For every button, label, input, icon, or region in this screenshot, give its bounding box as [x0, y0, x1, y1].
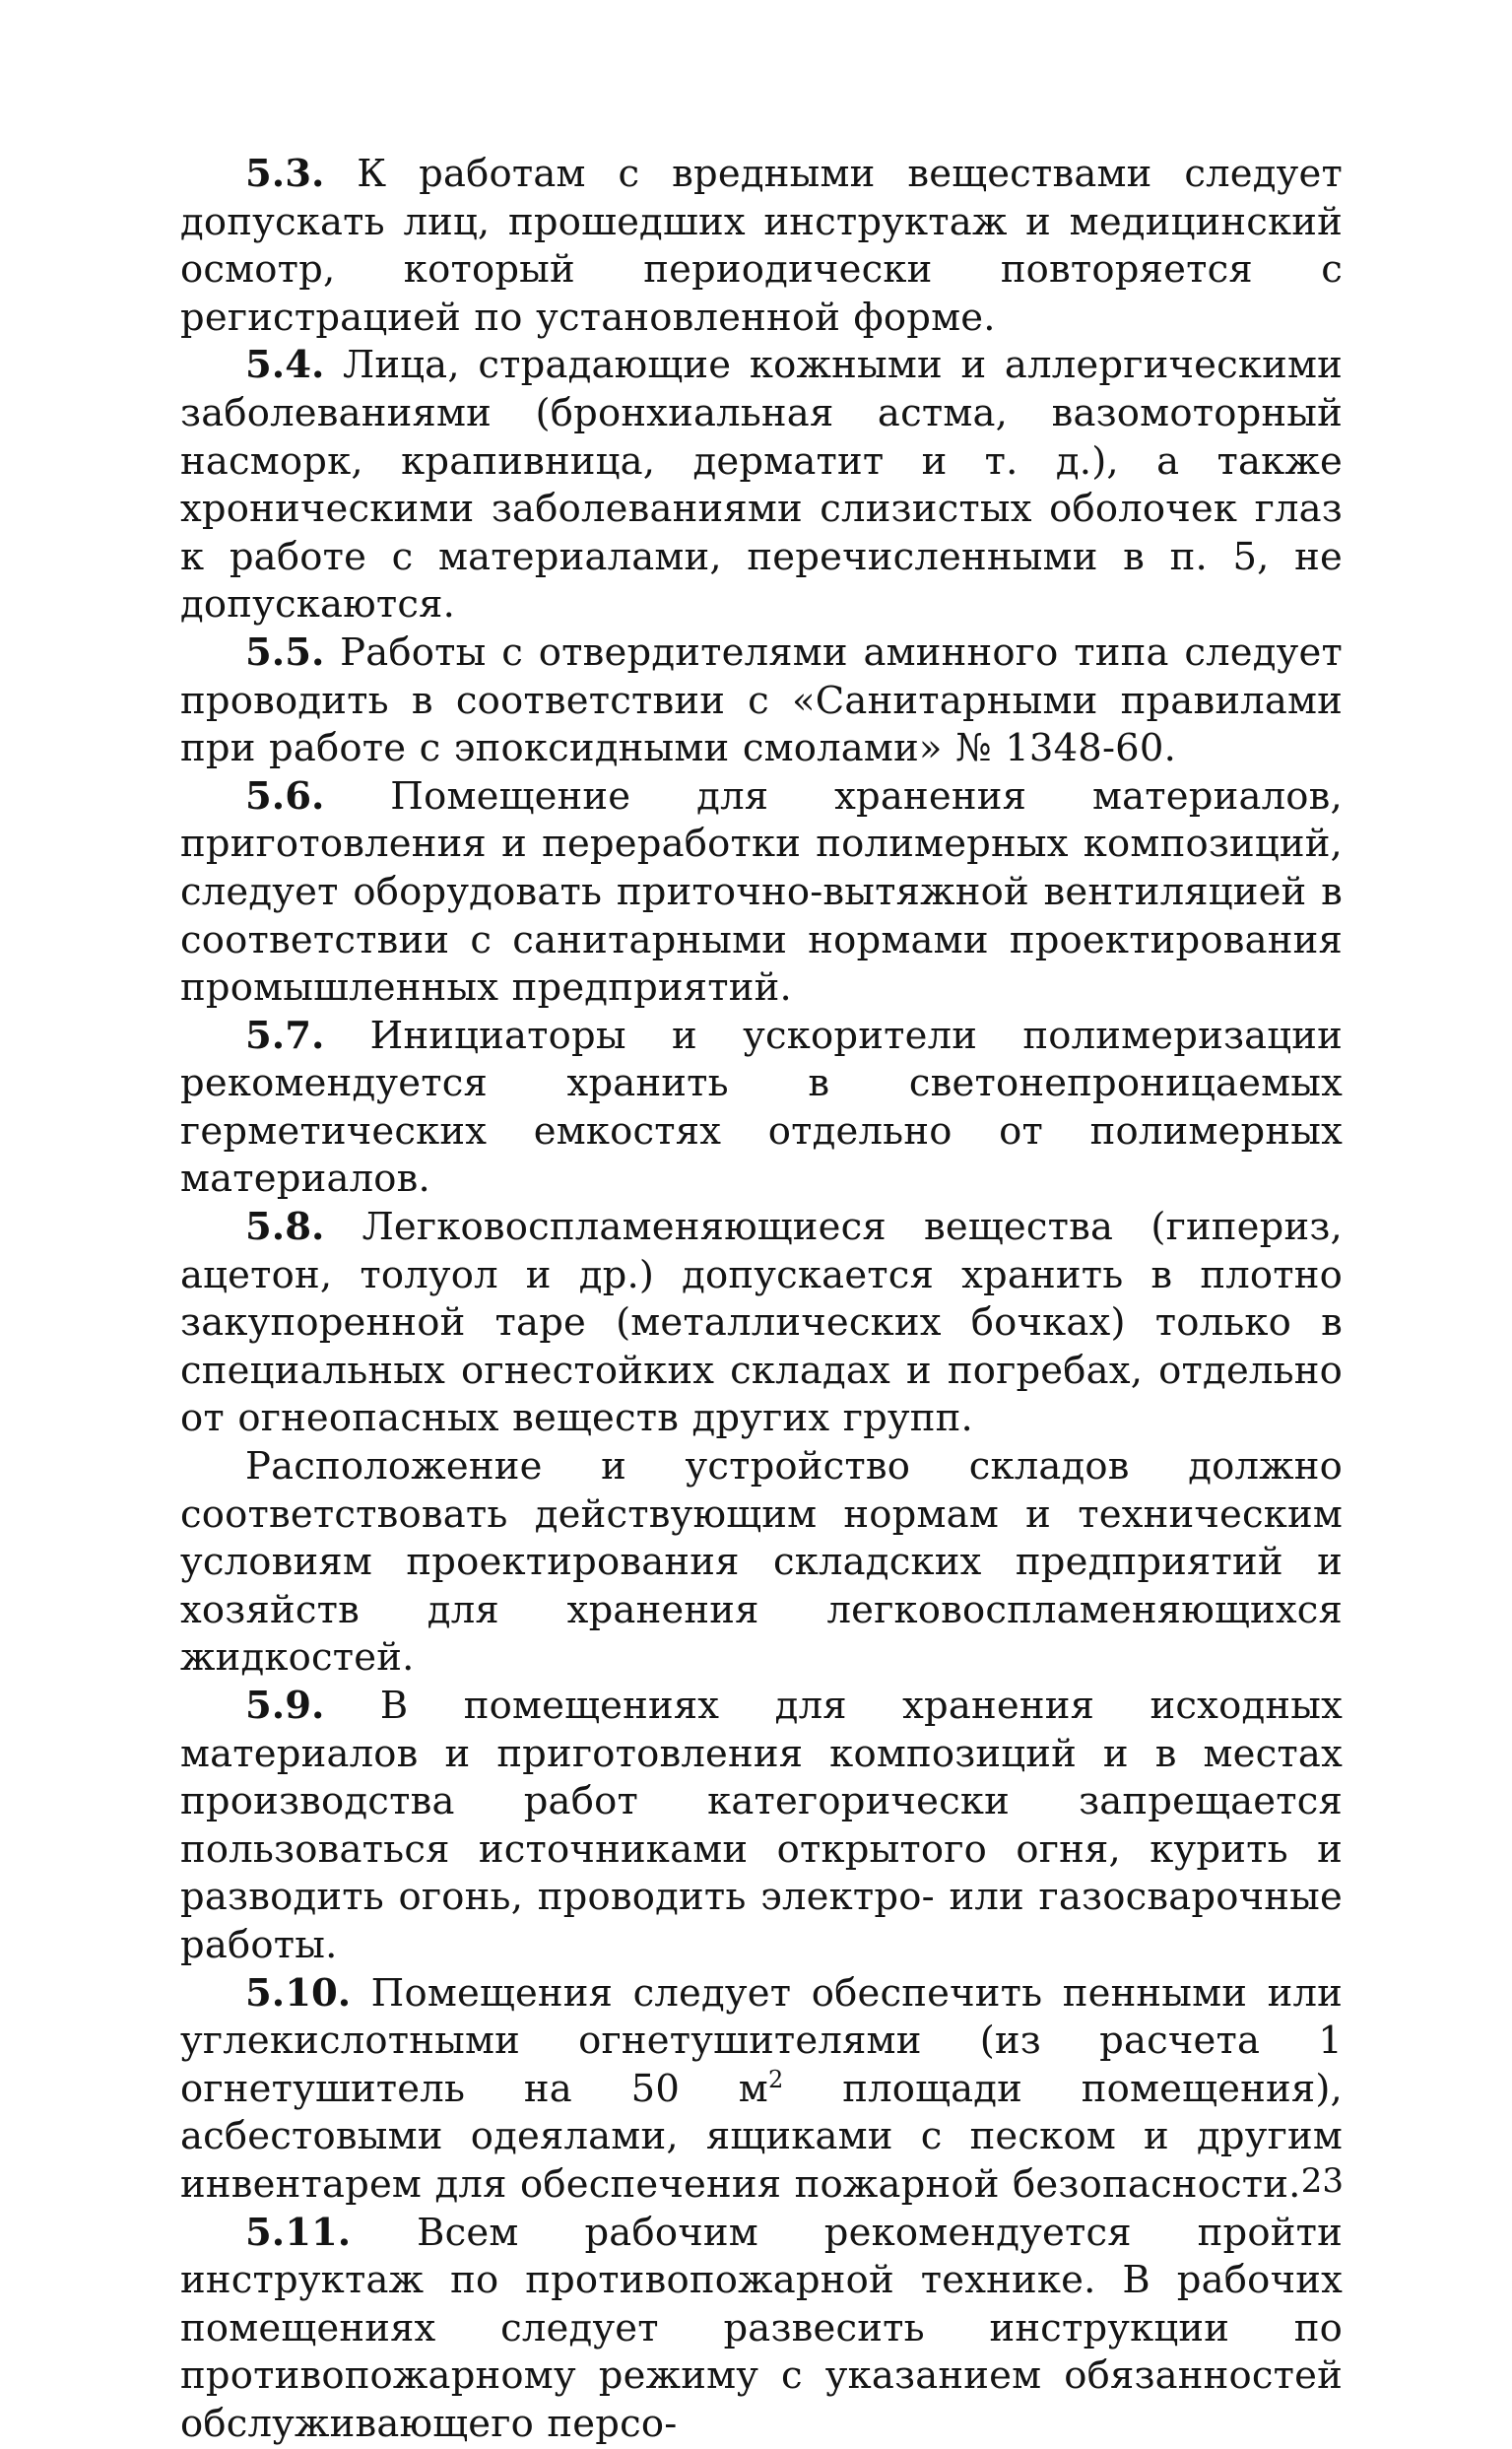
paragraph-text: В помещениях для хранения исходных материалов и приготовления композиций и в местах производства работ категорически запрещается пользоваться источниками открытого огня, курить и разводить огонь, проводить электро- или газосварочные работы. [180, 1684, 1343, 1967]
paragraph-5-6 [180, 773, 1343, 1013]
paragraph-5-7 [180, 1013, 1343, 1204]
superscript: 2 [767, 2065, 784, 2093]
paragraph-number: 5.10. [245, 1970, 352, 2016]
paragraph-text: Работы с отвердителями аминного типа следует проводить в соответствии с «Санитарными правилами при работе с эпоксидными смолами» № 1348-60. [180, 629, 1343, 771]
paragraph-number: 5.7. [245, 1013, 325, 1058]
paragraph-5-3 [180, 151, 1343, 342]
paragraph-text-after: площади помещения), асбестовыми одеялами, ящиками с песком и другим инвентарем для обеспечения пожарной безопасности. [180, 2066, 1343, 2207]
paragraph-number: 5.5. [245, 629, 325, 675]
paragraph-number: 5.4. [245, 343, 325, 388]
paragraph-number: 5.6. [245, 773, 325, 819]
paragraph-number: 5.3. [245, 152, 325, 196]
paragraph-5-5 [180, 629, 1343, 773]
paragraph-text: Всем рабочим рекомендуется пройти инструктаж по противопожарной технике. В рабочих помещениях следует развесить инструкции по противопожарному режиму с указанием обязанностей обслуживающего персо- [180, 2210, 1343, 2446]
paragraph-text: Легковоспламеняющиеся вещества (гипериз, ацетон, толуол и др.) допускается хранить в плотно закупоренной таре (металлических бочках) только в специальных огнестойких складах и погребах, отдельно от огнеопасных веществ других групп. [180, 1205, 1343, 1441]
paragraph-5-10 [180, 1970, 1343, 2210]
paragraph-5-8 [180, 1204, 1343, 1443]
paragraph-5-4 [180, 342, 1343, 629]
paragraph-text: Помещение для хранения материалов, приготовления и переработки полимерных композиций, следует оборудовать приточно-вытяжной вентиляцией в соответствии с санитарными нормами проектирования промышленных предприятий. [180, 773, 1343, 1011]
paragraph-text: К работам с вредными веществами следует допускать лиц, прошедших инструктаж и медицинский осмотр, который периодически повторяется с регистрацией по установленной форме. [180, 152, 1343, 340]
paragraph-5-8-continued [180, 1443, 1343, 1683]
paragraph-text-before: Помещения следует обеспечить пенными или углекислотными огнетушителями (из расчета 1 огнетушитель на 50 м [180, 1970, 1343, 2111]
paragraph-5-11 [180, 2210, 1343, 2449]
body-text [180, 151, 1343, 2449]
paragraph-number: 5.8. [245, 1205, 325, 1250]
paragraph-number: 5.9. [245, 1684, 325, 1728]
paragraph-text: Расположение и устройство складов должно соответствовать действующим нормам и техническим условиям проектирования складских предприятий и хозяйств для хранения легковоспламеняющихся жидкостей. [180, 1444, 1343, 1681]
paragraph-5-9 [180, 1683, 1343, 1970]
paragraph-text: Лица, страдающие кожными и аллергическими заболеваниями (бронхиальная астма, вазомоторный насморк, крапивница, дерматит и т. д.), а также хроническими заболеваниями слизистых оболочек глаз к работе с материалами, перечисленными в п. 5, не допускаются. [180, 343, 1343, 628]
paragraph-text: Инициаторы и ускорители полимеризации рекомендуется хранить в светонепроницаемых герметических емкостях отдельно от полимерных материалов. [180, 1013, 1343, 1202]
page-number: 23 [1300, 2161, 1344, 2201]
paragraph-number: 5.11. [245, 2210, 352, 2255]
